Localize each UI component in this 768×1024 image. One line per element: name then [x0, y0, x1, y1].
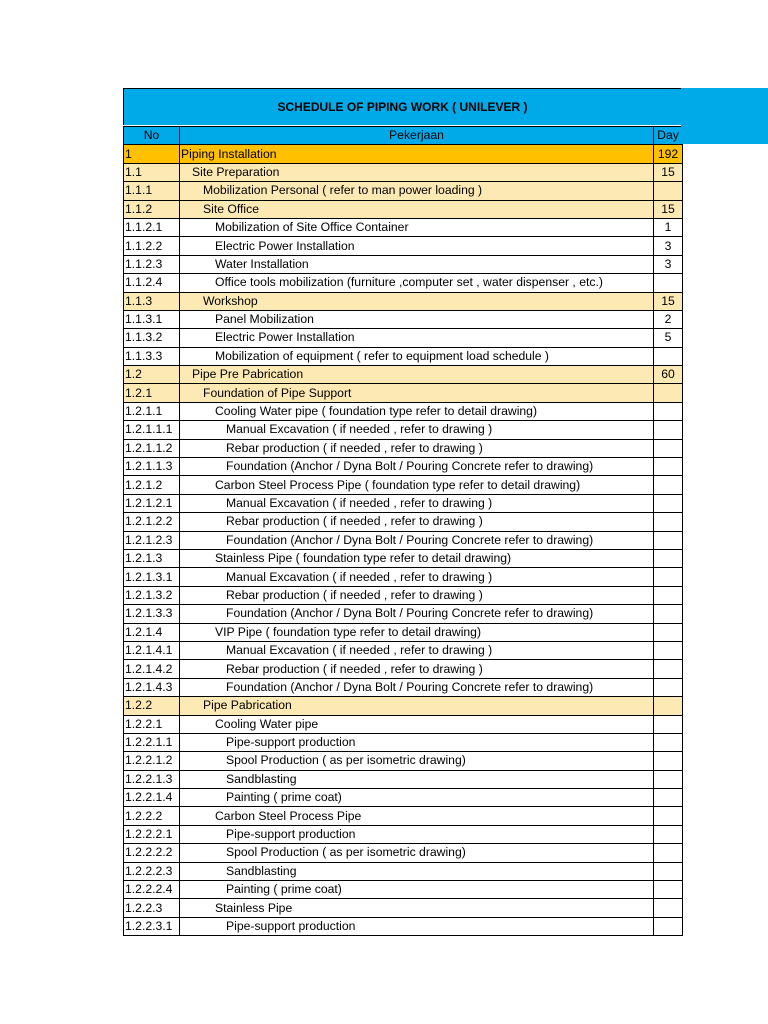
cell-task[interactable]: Workshop [180, 292, 654, 310]
table-row [124, 678, 683, 696]
cell-task[interactable]: Office tools mobilization (furniture ,computer set , water dispenser , etc.) [180, 274, 654, 292]
table-row [124, 347, 683, 365]
cell-no[interactable]: 1.1.2.2 [124, 237, 180, 255]
cell-task[interactable]: Piping Installation [180, 145, 654, 163]
title-row [123, 88, 768, 126]
cell-task[interactable]: Manual Excavation ( if needed , refer to drawing ) [180, 421, 654, 439]
cell-no[interactable]: 1.1.2.4 [124, 274, 180, 292]
cell-day[interactable] [654, 476, 683, 494]
cell-day[interactable] [654, 421, 683, 439]
cell-task[interactable]: Manual Excavation ( if needed , refer to drawing ) [180, 641, 654, 659]
title-fill-extension [681, 88, 768, 144]
cell-day[interactable] [654, 347, 683, 365]
cell-day[interactable] [654, 807, 683, 825]
cell-no[interactable]: 1.1.3.2 [124, 329, 180, 347]
cell-task[interactable]: Mobilization of equipment ( refer to equipment load schedule ) [180, 347, 654, 365]
cell-task[interactable]: Spool Production ( as per isometric drawing) [180, 844, 654, 862]
cell-day[interactable] [654, 862, 683, 880]
cell-no[interactable]: 1.2.1.2.1 [124, 494, 180, 512]
cell-task[interactable]: Pipe-support production [180, 917, 654, 935]
cell-no[interactable]: 1.2.1.2.2 [124, 513, 180, 531]
table-row [124, 384, 683, 402]
table-row [124, 366, 683, 384]
cell-day[interactable] [654, 568, 683, 586]
table-row [124, 733, 683, 751]
header-row [124, 127, 683, 145]
cell-day[interactable] [654, 531, 683, 549]
table-row [124, 421, 683, 439]
cell-task[interactable]: Pipe Pabrication [180, 697, 654, 715]
cell-task[interactable]: Rebar production ( if needed , refer to drawing ) [180, 660, 654, 678]
cell-no[interactable]: 1.2.1.3.1 [124, 568, 180, 586]
cell-task[interactable]: VIP Pipe ( foundation type refer to detail drawing) [180, 623, 654, 641]
cell-day[interactable] [654, 789, 683, 807]
cell-task[interactable]: Sandblasting [180, 770, 654, 788]
table-row [124, 752, 683, 770]
table-row [124, 218, 683, 236]
table-row [124, 899, 683, 917]
cell-task[interactable]: Pipe-support production [180, 733, 654, 751]
header-pekerjaan[interactable]: Pekerjaan [180, 127, 654, 145]
table-row [124, 770, 683, 788]
cell-no[interactable]: 1.2.1.3.3 [124, 605, 180, 623]
cell-no[interactable]: 1.2.1.4.2 [124, 660, 180, 678]
cell-no[interactable]: 1 [124, 145, 180, 163]
cell-day[interactable] [654, 439, 683, 457]
table-row [124, 549, 683, 567]
cell-no[interactable]: 1.2.1.3.2 [124, 586, 180, 604]
cell-day[interactable] [654, 678, 683, 696]
cell-no[interactable]: 1.2.1 [124, 384, 180, 402]
cell-day[interactable] [654, 402, 683, 420]
cell-no[interactable]: 1.1.3.3 [124, 347, 180, 365]
cell-no[interactable]: 1.2.2.2.4 [124, 881, 180, 899]
cell-day[interactable] [654, 384, 683, 402]
cell-no[interactable]: 1.1.2 [124, 200, 180, 218]
cell-no[interactable]: 1.1.1 [124, 182, 180, 200]
table-row [124, 862, 683, 880]
cell-task[interactable]: Foundation (Anchor / Dyna Bolt / Pouring Concrete refer to drawing) [180, 458, 654, 476]
cell-day[interactable]: 5 [654, 329, 683, 347]
table-row [124, 623, 683, 641]
cell-day[interactable] [654, 881, 683, 899]
cell-task[interactable]: Spool Production ( as per isometric drawing) [180, 752, 654, 770]
table-row [124, 789, 683, 807]
cell-day[interactable] [654, 549, 683, 567]
table-row [124, 439, 683, 457]
cell-task[interactable]: Panel Mobilization [180, 310, 654, 328]
cell-no[interactable]: 1.2.2.1.3 [124, 770, 180, 788]
cell-task[interactable]: Stainless Pipe ( foundation type refer to detail drawing) [180, 549, 654, 567]
cell-no[interactable]: 1.2.2.3 [124, 899, 180, 917]
cell-day[interactable]: 1 [654, 218, 683, 236]
cell-task[interactable]: Stainless Pipe [180, 899, 654, 917]
cell-day[interactable] [654, 641, 683, 659]
cell-day[interactable]: 192 [654, 145, 683, 163]
cell-day[interactable] [654, 182, 683, 200]
cell-no[interactable]: 1.2.2.2 [124, 807, 180, 825]
table-row [124, 641, 683, 659]
table-row [124, 274, 683, 292]
cell-day[interactable] [654, 274, 683, 292]
cell-day[interactable] [654, 513, 683, 531]
cell-no[interactable]: 1.2.2 [124, 697, 180, 715]
cell-no[interactable]: 1.2.1.1.2 [124, 439, 180, 457]
table-row [124, 494, 683, 512]
cell-no[interactable]: 1.2.2.2.3 [124, 862, 180, 880]
cell-no[interactable]: 1.2.2.2.2 [124, 844, 180, 862]
cell-task[interactable]: Carbon Steel Process Pipe [180, 807, 654, 825]
table-row [124, 458, 683, 476]
cell-day[interactable] [654, 770, 683, 788]
table-row [124, 881, 683, 899]
cell-day[interactable] [654, 660, 683, 678]
cell-day[interactable] [654, 825, 683, 843]
cell-no[interactable]: 1.1.3 [124, 292, 180, 310]
cell-task[interactable]: Rebar production ( if needed , refer to drawing ) [180, 439, 654, 457]
cell-day[interactable]: 15 [654, 292, 683, 310]
cell-day[interactable] [654, 917, 683, 935]
cell-task[interactable]: Site Office [180, 200, 654, 218]
cell-no[interactable]: 1.1.2.3 [124, 255, 180, 273]
schedule-table [123, 126, 683, 936]
cell-no[interactable]: 1.2.1.4.3 [124, 678, 180, 696]
cell-day[interactable] [654, 715, 683, 733]
table-row [124, 255, 683, 273]
cell-task[interactable]: Electric Power Installation [180, 237, 654, 255]
cell-task[interactable]: Foundation of Pipe Support [180, 384, 654, 402]
cell-day[interactable] [654, 733, 683, 751]
cell-no[interactable]: 1.2.1.4.1 [124, 641, 180, 659]
table-row [124, 660, 683, 678]
cell-day[interactable] [654, 844, 683, 862]
cell-no[interactable]: 1.1 [124, 163, 180, 181]
cell-task[interactable]: Manual Excavation ( if needed , refer to drawing ) [180, 494, 654, 512]
header-no[interactable]: No [124, 127, 180, 145]
cell-no[interactable]: 1.2.1.3 [124, 549, 180, 567]
table-row [124, 476, 683, 494]
cell-day[interactable]: 15 [654, 163, 683, 181]
cell-no[interactable]: 1.2.1.4 [124, 623, 180, 641]
table-row [124, 531, 683, 549]
cell-task[interactable]: Manual Excavation ( if needed , refer to drawing ) [180, 568, 654, 586]
cell-day[interactable] [654, 605, 683, 623]
cell-task[interactable]: Painting ( prime coat) [180, 881, 654, 899]
cell-task[interactable]: Cooling Water pipe ( foundation type refer to detail drawing) [180, 402, 654, 420]
cell-day[interactable] [654, 623, 683, 641]
cell-no[interactable]: 1.2.2.1.1 [124, 733, 180, 751]
cell-day[interactable]: 15 [654, 200, 683, 218]
table-row [124, 329, 683, 347]
cell-no[interactable]: 1.1.2.1 [124, 218, 180, 236]
cell-day[interactable] [654, 752, 683, 770]
table-row [124, 825, 683, 843]
cell-task[interactable]: Painting ( prime coat) [180, 789, 654, 807]
cell-task[interactable]: Water Installation [180, 255, 654, 273]
cell-day[interactable] [654, 697, 683, 715]
cell-no[interactable]: 1.2.2.1 [124, 715, 180, 733]
table-row [124, 807, 683, 825]
table-row [124, 163, 683, 181]
cell-task[interactable]: Foundation (Anchor / Dyna Bolt / Pouring Concrete refer to drawing) [180, 605, 654, 623]
cell-day[interactable] [654, 494, 683, 512]
table-row [124, 513, 683, 531]
cell-task[interactable]: Rebar production ( if needed , refer to drawing ) [180, 586, 654, 604]
cell-no[interactable]: 1.2.1.1 [124, 402, 180, 420]
table-row [124, 917, 683, 935]
table-row [124, 310, 683, 328]
cell-no[interactable]: 1.2.2.1.4 [124, 789, 180, 807]
cell-task[interactable]: Pipe Pre Pabrication [180, 366, 654, 384]
cell-task[interactable]: Sandblasting [180, 862, 654, 880]
table-row [124, 568, 683, 586]
cell-no[interactable]: 1.2.1.2.3 [124, 531, 180, 549]
cell-day[interactable]: 60 [654, 366, 683, 384]
cell-day[interactable]: 2 [654, 310, 683, 328]
cell-task[interactable]: Mobilization of Site Office Container [180, 218, 654, 236]
cell-task[interactable]: Rebar production ( if needed , refer to drawing ) [180, 513, 654, 531]
table-row [124, 237, 683, 255]
cell-no[interactable]: 1.2 [124, 366, 180, 384]
cell-no[interactable]: 1.2.1.1.1 [124, 421, 180, 439]
cell-day[interactable] [654, 458, 683, 476]
table-row [124, 182, 683, 200]
cell-day[interactable]: 3 [654, 237, 683, 255]
cell-no[interactable]: 1.2.2.3.1 [124, 917, 180, 935]
cell-day[interactable] [654, 899, 683, 917]
cell-task[interactable]: Mobilization Personal ( refer to man power loading ) [180, 182, 654, 200]
cell-task[interactable]: Cooling Water pipe [180, 715, 654, 733]
table-row [124, 605, 683, 623]
cell-day[interactable] [654, 586, 683, 604]
table-row [124, 586, 683, 604]
cell-no[interactable]: 1.2.2.1.2 [124, 752, 180, 770]
cell-task[interactable]: Pipe-support production [180, 825, 654, 843]
header-day[interactable]: Day [654, 127, 683, 145]
cell-no[interactable]: 1.1.3.1 [124, 310, 180, 328]
cell-day[interactable]: 3 [654, 255, 683, 273]
table-row [124, 145, 683, 163]
cell-no[interactable]: 1.2.1.2 [124, 476, 180, 494]
table-row [124, 200, 683, 218]
table-row [124, 715, 683, 733]
cell-no[interactable]: 1.2.2.2.1 [124, 825, 180, 843]
cell-task[interactable]: Carbon Steel Process Pipe ( foundation type refer to detail drawing) [180, 476, 654, 494]
schedule-title[interactable]: SCHEDULE OF PIPING WORK ( UNILEVER ) [123, 88, 681, 125]
cell-no[interactable]: 1.2.1.1.3 [124, 458, 180, 476]
cell-task[interactable]: Electric Power Installation [180, 329, 654, 347]
schedule-sheet [123, 88, 768, 936]
table-row [124, 402, 683, 420]
table-row [124, 844, 683, 862]
cell-task[interactable]: Foundation (Anchor / Dyna Bolt / Pouring Concrete refer to drawing) [180, 678, 654, 696]
table-row [124, 697, 683, 715]
table-row [124, 292, 683, 310]
cell-task[interactable]: Site Preparation [180, 163, 654, 181]
cell-task[interactable]: Foundation (Anchor / Dyna Bolt / Pouring Concrete refer to drawing) [180, 531, 654, 549]
